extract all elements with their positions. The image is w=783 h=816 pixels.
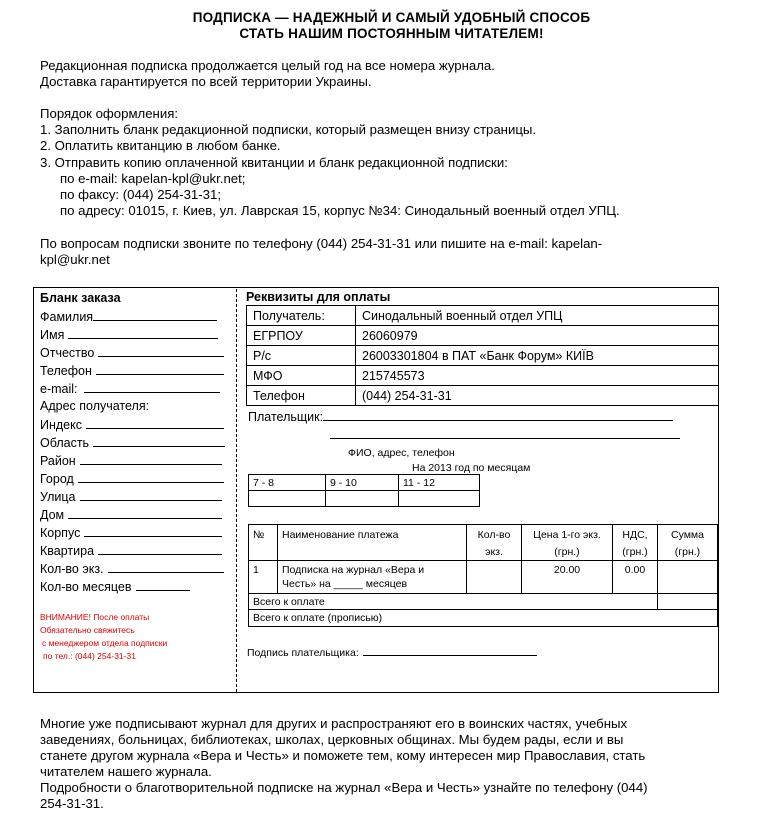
header-vat-2: (грн.) xyxy=(622,546,648,558)
field-district-label: Район xyxy=(40,454,76,468)
field-name[interactable] xyxy=(40,327,218,342)
payer-field[interactable] xyxy=(248,409,673,424)
account-value: 26003301804 в ПАТ «Банк Форум» КИЇВ xyxy=(356,346,719,366)
edrpou-label: ЕГРПОУ xyxy=(247,326,356,346)
row-price: 20.00 xyxy=(522,561,613,594)
mfo-label: МФО xyxy=(247,366,356,386)
requisite-row-edrpou xyxy=(247,326,719,346)
header-price-2: (грн.) xyxy=(554,546,580,558)
field-email-label: e-mail: xyxy=(40,382,78,396)
month-blank-2[interactable] xyxy=(326,491,399,507)
field-house-line xyxy=(68,507,222,519)
payer-label: Плательщик: xyxy=(248,410,324,424)
payer-line-1 xyxy=(323,409,673,421)
field-building-label: Корпус xyxy=(40,526,81,540)
payer-line-2-wrap[interactable] xyxy=(330,427,680,442)
total-words-row xyxy=(249,610,718,627)
order-step-3: 3. Отправить копию оплаченной квитанции и бланк редакционной подписки: xyxy=(40,155,508,170)
field-phone-label: Телефон xyxy=(40,364,92,378)
header-qty xyxy=(467,525,522,561)
payer-caption: ФИО, адрес, телефон xyxy=(348,447,455,459)
field-name-line xyxy=(68,327,218,339)
field-apartment-line xyxy=(98,543,222,555)
field-district[interactable] xyxy=(40,453,222,468)
requisite-row-account xyxy=(247,346,719,366)
requisites-table xyxy=(246,305,719,406)
month-cell-1[interactable]: 7 - 8 xyxy=(249,475,326,491)
mfo-value: 215745573 xyxy=(356,366,719,386)
month-blank-1[interactable] xyxy=(249,491,326,507)
total-label: Всего к оплате xyxy=(249,594,658,610)
title-line-1: ПОДПИСКА — НАДЕЖНЫЙ И САМЫЙ УДОБНЫЙ СПОСОБ xyxy=(192,10,591,25)
total-row xyxy=(249,594,718,610)
field-email-line xyxy=(84,381,220,393)
field-apartment[interactable] xyxy=(40,543,222,558)
field-copies[interactable] xyxy=(40,561,224,576)
field-district-line xyxy=(80,453,222,465)
notice-line-4: по тел.: (044) 254-31-31 xyxy=(43,651,136,661)
page-title xyxy=(0,10,783,42)
header-num: № xyxy=(249,525,278,561)
recipient-value: Синодальный военный отдел УПЦ xyxy=(356,306,719,326)
row-name xyxy=(278,561,467,594)
row-sum[interactable] xyxy=(658,561,718,594)
field-surname-label: Фамилия xyxy=(40,310,94,324)
header-qty-1: Кол-во xyxy=(477,529,511,541)
footer-line-4: читателем нашего журнала. xyxy=(40,764,212,779)
field-phone[interactable] xyxy=(40,363,224,378)
month-cell-2[interactable]: 9 - 10 xyxy=(326,475,399,491)
field-phone-line xyxy=(96,363,224,375)
payer-line-2 xyxy=(330,427,680,439)
field-building-line xyxy=(84,525,222,537)
field-region-line xyxy=(93,435,225,447)
field-city-label: Город xyxy=(40,472,74,486)
row-vat: 0.00 xyxy=(613,561,658,594)
row-name-1: Подписка на журнал «Вера и xyxy=(282,564,425,576)
field-patronymic-label: Отчество xyxy=(40,346,95,360)
field-patronymic-line xyxy=(98,345,224,357)
field-months-label: Кол-во месяцев xyxy=(40,580,132,594)
field-name-label: Имя xyxy=(40,328,65,342)
signature-label: Подпись плательщика: xyxy=(247,647,359,659)
field-email[interactable] xyxy=(40,381,220,396)
requisite-row-recipient xyxy=(247,306,719,326)
title-line-2: СТАТЬ НАШИМ ПОСТОЯННЫМ ЧИТАТЕЛЕМ! xyxy=(239,26,544,41)
notice-line-2: Обязательно свяжитесь xyxy=(40,625,135,635)
field-street-label: Улица xyxy=(40,490,76,504)
header-vat xyxy=(613,525,658,561)
payment-table-header xyxy=(249,525,718,561)
field-city[interactable] xyxy=(40,471,224,486)
footer-line-3: станете другом журнала «Вера и Честь» и поможете тем, кому интересен мир Православия, стать xyxy=(40,748,646,763)
payment-row xyxy=(249,561,718,594)
order-heading: Порядок оформления: xyxy=(40,106,179,121)
edrpou-value: 26060979 xyxy=(356,326,719,346)
field-copies-label: Кол-во экз. xyxy=(40,562,104,576)
field-months[interactable] xyxy=(40,579,190,594)
row-num: 1 xyxy=(249,561,278,594)
header-sum-2: (грн.) xyxy=(674,546,701,558)
field-city-line xyxy=(78,471,224,483)
field-apartment-label: Квартира xyxy=(40,544,95,558)
months-caption: На 2013 год по месяцам xyxy=(412,462,531,474)
field-region[interactable] xyxy=(40,435,225,450)
header-sum-1: Сумма xyxy=(671,529,704,541)
field-region-label: Область xyxy=(40,436,90,450)
signature-field[interactable] xyxy=(247,646,537,660)
requisite-row-phone xyxy=(247,386,719,406)
notice-line-3: с менеджером отдела подписки xyxy=(42,638,168,648)
field-copies-line xyxy=(108,561,224,573)
form-heading: Бланк заказа xyxy=(40,291,121,305)
field-street-line xyxy=(80,489,222,501)
header-qty-2: экз. xyxy=(485,546,503,558)
total-value[interactable] xyxy=(658,594,718,610)
order-address: по адресу: 01015, г. Киев, ул. Лаврская 15, корпус №34: Синодальный военный отдел УПЦ. xyxy=(60,203,620,218)
field-building[interactable] xyxy=(40,525,222,540)
questions-line-2: kpl@ukr.net xyxy=(40,252,110,267)
payment-heading: Реквизиты для оплаты xyxy=(246,290,391,304)
header-name: Наименование платежа xyxy=(278,525,467,561)
header-vat-1: НДС, xyxy=(622,529,648,541)
row-name-2: Честь» на _____ месяцев xyxy=(282,578,408,590)
notice-line-1: ВНИМАНИЕ! После оплаты xyxy=(40,612,150,622)
total-words-label[interactable]: Всего к оплате (прописью) xyxy=(249,610,718,627)
header-price-1: Цена 1-го экз. xyxy=(533,529,601,541)
order-fax: по факсу: (044) 254-31-31; xyxy=(60,187,221,202)
signature-line xyxy=(363,646,537,656)
header-sum xyxy=(658,525,718,561)
field-street[interactable] xyxy=(40,489,222,504)
footer-line-5: Подробности о благотворительной подписке на журнал «Вера и Честь» узнайте по телефону (044) xyxy=(40,780,648,795)
order-step-2: 2. Оплатить квитанцию в любом банке. xyxy=(40,138,281,153)
questions-line-1: По вопросам подписки звоните по телефону (044) 254-31-31 или пишите на e-mail: kapelan- xyxy=(40,236,603,251)
footer-line-6: 254-31-31. xyxy=(40,796,104,811)
order-step-1: 1. Заполнить бланк редакционной подписки, который размещен внизу страницы. xyxy=(40,122,537,137)
field-surname[interactable] xyxy=(40,309,217,324)
months-table xyxy=(248,474,480,507)
intro-line-1: Редакционная подписка продолжается целый год на все номера журнала. xyxy=(40,58,495,73)
recipient-label: Получатель: xyxy=(247,306,356,326)
requisite-row-mfo xyxy=(247,366,719,386)
month-cell-3[interactable]: 11 - 12 xyxy=(399,475,480,491)
field-house-label: Дом xyxy=(40,508,65,522)
footer-line-2: заведениях, больницах, библиотеках, школах, церковных общинах. Мы будем рады, если и вы xyxy=(40,732,624,747)
field-house[interactable] xyxy=(40,507,222,522)
field-surname-line xyxy=(93,309,217,321)
intro-line-2: Доставка гарантируется по всей территории Украины. xyxy=(40,74,372,89)
footer-line-1: Многие уже подписывают журнал для других и распространяют его в воинских частях, учебных xyxy=(40,716,628,731)
phone-label: Телефон xyxy=(247,386,356,406)
cut-line xyxy=(236,289,237,692)
payment-table xyxy=(248,524,718,627)
month-blank-3[interactable] xyxy=(399,491,480,507)
row-qty[interactable] xyxy=(467,561,522,594)
account-label: Р/с xyxy=(247,346,356,366)
order-email: по e-mail: kapelan-kpl@ukr.net; xyxy=(60,171,246,186)
field-patronymic[interactable] xyxy=(40,345,224,360)
field-months-line xyxy=(136,579,190,591)
field-index[interactable] xyxy=(40,417,224,432)
header-price xyxy=(522,525,613,561)
phone-value: (044) 254-31-31 xyxy=(356,386,719,406)
field-index-line xyxy=(86,417,224,429)
address-heading: Адрес получателя: xyxy=(40,399,150,413)
months-row-blank xyxy=(249,491,480,507)
field-index-label: Индекс xyxy=(40,418,82,432)
months-row xyxy=(249,475,480,491)
